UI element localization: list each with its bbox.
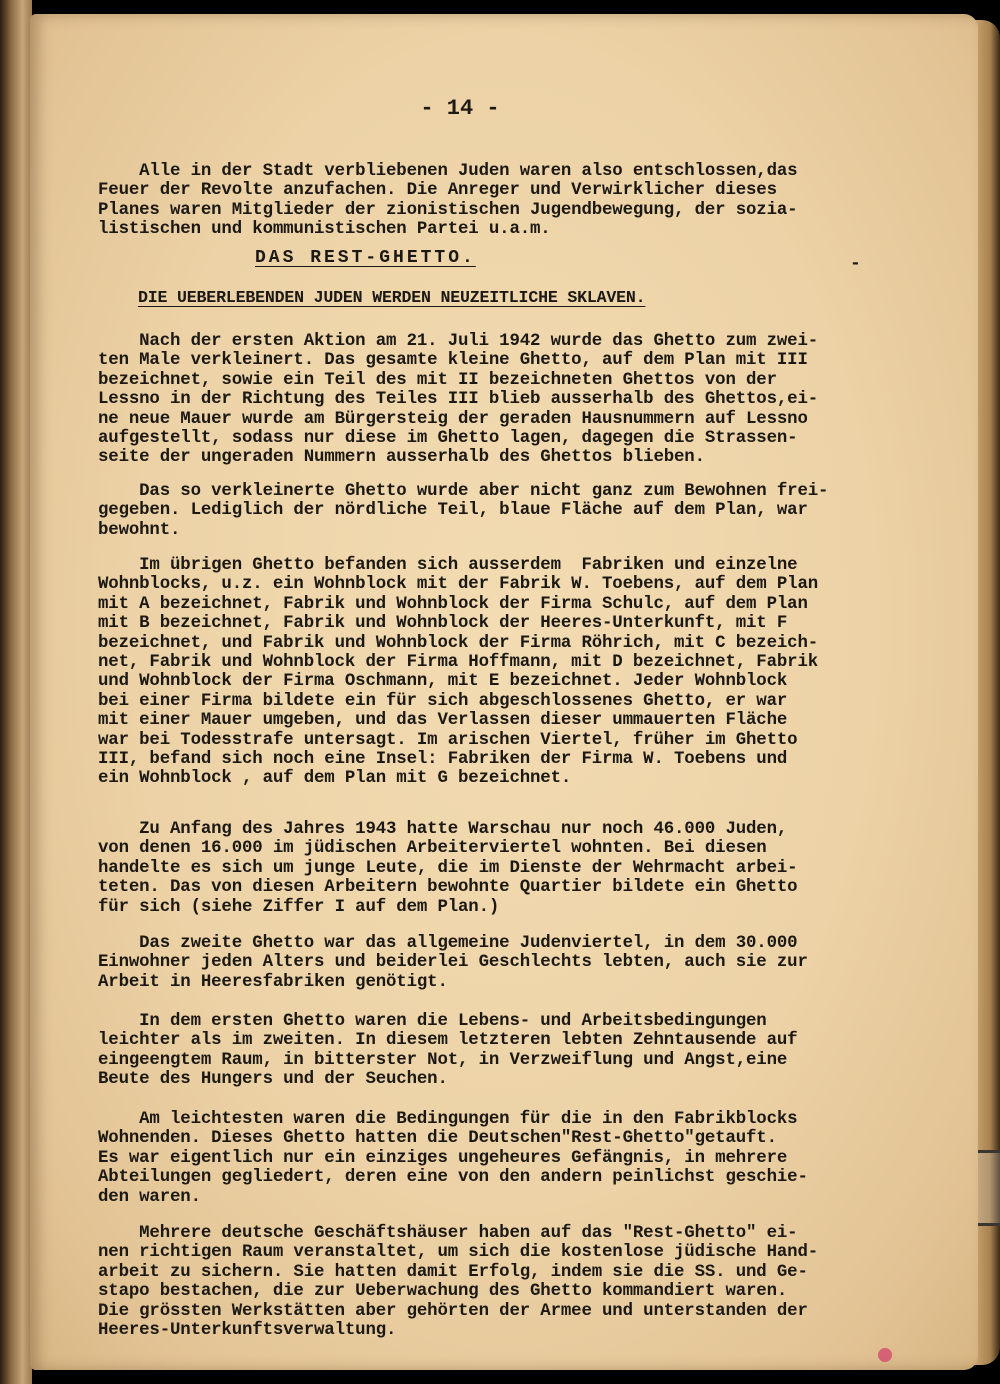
margin-mark: -: [850, 254, 861, 274]
document-page: [30, 14, 978, 1370]
paragraph-2: Nach der ersten Aktion am 21. Juli 1942 wurde das Ghetto zum zwei- ten Male verkleinert. Das gesamte kleine Ghetto, auf dem Plan mit III bezeichnet, sowie ein Teil des mit II bezeichneten Ghettos von der Lessno in der Richtung des Teiles III blieb ausserhalb des Ghettos,ei- ne neue Mauer wurde am Bürgersteig der geraden Hausnummern auf Lessno aufgestellt, sodass nur diese im Ghetto lagen, dagegen die Strassen- seite der ungeraden Nummern ausserhalb des Ghettos blieben.: [98, 332, 819, 468]
paragraph-8: Am leichtesten waren die Bedingungen für die in den Fabrikblocks Wohnenden. Dieses Ghetto hatten die Deutschen"Rest-Ghetto"getauft. Es war eigentlich nur ein einziges ungeheures Gefängnis, in mehrere Abteilungen gegliedert, deren eine von den andern peinlichst geschie- den waren.: [98, 1110, 808, 1207]
book-binding: [0, 0, 32, 1384]
paragraph-4: Im übrigen Ghetto befanden sich ausserdem Fabriken und einzelne Wohnblocks, u.z. ein Wohnblock mit der Fabrik W. Toebens, auf dem Plan mit A bezeichnet, Fabrik und Wohnblock der Firma Schulc, auf dem Plan mit B bezeichnet, Fabrik und Wohnblock der Heeres-Unterkunft, mit F bezeichnet, und Fabrik und Wohnblock der Firma Röhrich, mit C bezeich- net, Fabrik und Wohnblock der Firma Hoffmann, mit D bezeichnet, Fabrik und Wohnblock der Firma Oschmann, mit E bezeichnet. Jeder Wohnblock bei einer Firma bildete ein für sich abgeschlossenes Ghetto, er war mit einer Mauer umgeben, und das Verlassen dieser ummauerten Fläche war bei Todesstrafe untersagt. Im arischen Viertel, früher im Ghetto III, befand sich noch eine Insel: Fabriken der Firma W. Toebens und ein Wohnblock , auf dem Plan mit G bezeichnet.: [98, 556, 819, 789]
paragraph-6: Das zweite Ghetto war das allgemeine Judenviertel, in dem 30.000 Einwohner jeden Alters und beiderlei Geschlechts lebten, auch sie zur Arbeit in Heeresfabriken genötigt.: [98, 934, 808, 992]
section-subheading: DIE UEBERLEBENDEN JUDEN WERDEN NEUZEITLICHE SKLAVEN.: [138, 288, 646, 307]
page-number: - 14 -: [420, 96, 500, 121]
paragraph-5: Zu Anfang des Jahres 1943 hatte Warschau nur noch 46.000 Juden, von denen 16.000 im jüdischen Arbeiterviertel wohnten. Bei diesen handelte es sich um junge Leute, die im Dienste der Wehrmacht arbei- teten. Das von diesen Arbeitern bewohnte Quartier bildete ein Ghetto für sich (siehe Ziffer I auf dem Plan.): [98, 820, 798, 917]
paragraph-9: Mehrere deutsche Geschäftshäuser haben auf das "Rest-Ghetto" ei- nen richtigen Raum veranstaltet, um sich die kostenlose jüdische Hand- arbeit zu sichern. Sie hatten damit Erfolg, indem sie die SS. und Ge- stapo bestachen, die zur Ueberwachung des Ghetto kommandiert waren. Die grössten Werkstätten aber gehörten der Armee und unterstanden der Heeres-Unterkunftsverwaltung.: [98, 1224, 819, 1341]
section-heading: DAS REST-GHETTO.: [255, 248, 476, 268]
paragraph-3: Das so verkleinerte Ghetto wurde aber nicht ganz zum Bewohnen frei- gegeben. Lediglich der nördliche Teil, blaue Fläche auf dem Plan, war bewohnt.: [98, 482, 829, 540]
ink-stamp-mark: [878, 1348, 892, 1362]
paragraph-7: In dem ersten Ghetto waren die Lebens- und Arbeitsbedingungen leichter als im zweiten. In diesem letzteren lebten Zehntausende auf eingeengtem Raum, in bitterster Not, in Verzweiflung und Angst,eine Beute des Hungers und der Seuchen.: [98, 1012, 798, 1090]
paragraph-1: Alle in der Stadt verbliebenen Juden waren also entschlossen,das Feuer der Revolte anzufachen. Die Anreger und Verwirklicher dieses Planes waren Mitglieder der zionistischen Jugendbewegung, der sozia- listischen und kommunistischen Partei u.a.m.: [98, 162, 798, 240]
